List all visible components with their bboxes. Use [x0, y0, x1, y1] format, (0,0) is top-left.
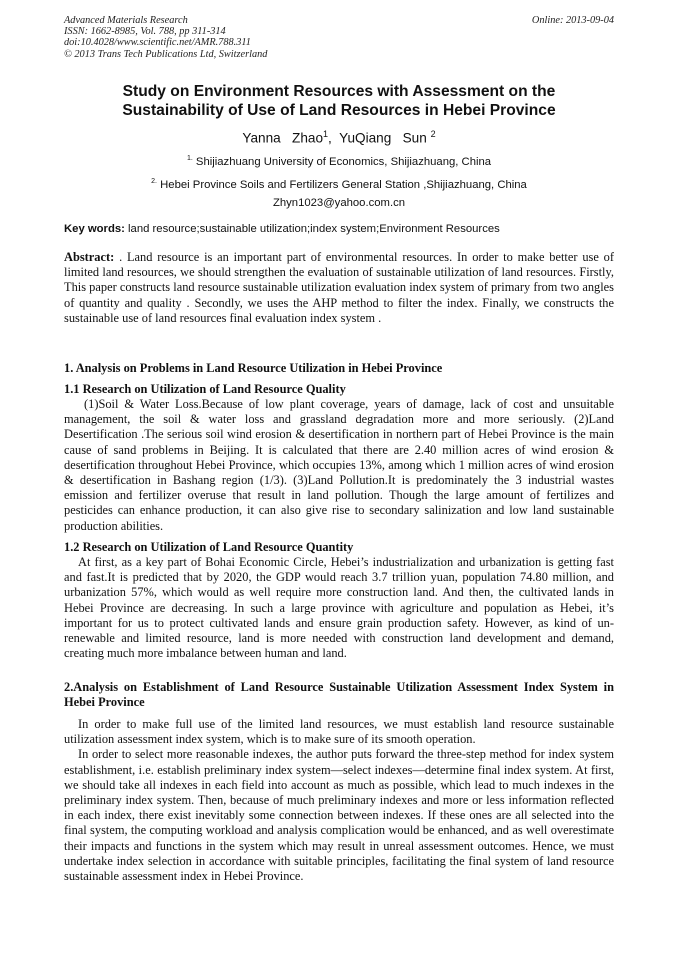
abstract: [64, 250, 614, 326]
paragraph: In order to make full use of the limited land resources, we must establish land resource sustainable utilization assessment index system, which is to make sure of its smooth operation.: [64, 717, 614, 747]
author-line: [64, 125, 614, 148]
author-1-affil: 1: [323, 129, 329, 139]
journal-header: [64, 15, 267, 60]
author-1: Yanna Zhao: [242, 130, 324, 146]
paper-title: [64, 82, 614, 120]
issn-line: ISSN: 1662-8985, Vol. 788, pp 311-314: [64, 26, 226, 38]
section-1-2-heading: 1.2 Research on Utilization of Land Resource Quantity: [64, 540, 354, 554]
affiliation-2: [64, 175, 614, 192]
section-2-body: [64, 717, 614, 884]
author-2: YuQiang Sun: [339, 130, 431, 146]
affiliation-2-text: Hebei Province Soils and Fertilizers General Station ,Shijiazhuang, China: [156, 178, 527, 191]
journal-name: Advanced Materials Research: [64, 15, 188, 26]
paragraph: At first, as a key part of Bohai Economic Circle, Hebei’s industrialization and urbanization is getting fast and fast.It is predicted that by 2020, the GDP would reach 3.7 trillion yuan, population 74.80 million, and urbanization 57%, which would as well require more construction land. And then, the cultivated lands in Hebei Province are decreasing. In such a large province with agriculture and population as Hebei, it’s important for us to protect cultivated lands and ensure grain production safety. However, as kind of un-renewable and limited resource, land is more needed with construction land development and demand, creating much more imbalance between human and land.: [64, 555, 614, 661]
abstract-text: . Land resource is an important part of environmental resources. In order to make better use of limited land resources, we should strengthen the evaluation of sustainable utilization of land resources. Firstly, This paper constructs land resource sustainable utilization evaluation index system of primary from two angles of quantity and quality . Secondly, we uses the AHP method to filter the index. Finally, we constructs the sustainable use of land resources final evaluation index system .: [64, 250, 614, 325]
section-1-2-body: [64, 555, 614, 661]
keywords: [64, 222, 614, 236]
paragraph: (1)Soil & Water Loss.Because of low plant coverage, years of damage, lack of cost and unsuitable management, the soil & water loss and grassland degradation more and more seriously. (2)Land Desertification .The serious soil wind erosion & desertification in northern part of Hebei Province is the main cause of sand problems in Beijing. It is calculated that there are 2.40 million acres of wind erosion & desertification throughout Hebei Province, which occupies 13%, among which 1 million acres of wind erosion & desertification in Bashang region (1/3). (3)Land Pollution.It is predominately the 3 industrial wastes emission and fertilizer overuse that result in land pollution. Though the large amount of fertilizes and pesticides can enhance production, it can also give rise to secondary salinization and low land sustainable production abilities.: [64, 397, 614, 533]
affiliation-1-marker: 1.: [186, 155, 193, 162]
online-date: Online: 2013-09-04: [531, 15, 614, 26]
author-email: Zhyn1023@yahoo.com.cn: [272, 197, 406, 209]
section-1-1-body: [64, 397, 614, 534]
abstract-label: Abstract:: [64, 250, 115, 264]
doi-line: doi:10.4028/www.scientific.net/AMR.788.311: [64, 37, 251, 49]
affiliation-2-marker: 2.: [151, 178, 157, 185]
section-1-heading: 1. Analysis on Problems in Land Resource Utilization in Hebei Province: [64, 361, 443, 375]
keywords-text: land resource;sustainable utilization;index system;Environment Resources: [124, 223, 500, 235]
copyright-line: © 2013 Trans Tech Publications Ltd, Switzerland: [64, 48, 268, 60]
affiliation-1-text: Shijiazhuang University of Economics, Shijiazhuang, China: [192, 155, 492, 168]
title-line-1: Study on Environment Resources with Assessment on the: [122, 83, 556, 100]
paragraph: In order to select more reasonable indexes, the author puts forward the three-step method for index system establishment, i.e. establish preliminary index system—select indexes—determine final index system. At first, we should take all indexes in each field into account as much as possible, which lead to much indexes in the preliminary index system. Then, because of much preliminary indexes and more or less information reflected in each index, there exist inevitably some connection between indexes. If these ones are all selected into the final system, the computing workload and analysis complication would be enhanced, and as well overestimate their impacts and functions in the system which may result in unreal assessment outcomes. Hence, we must undertake index selection in accordance with suitable principles, facilitating the final system of land resource sustainable assessment index in Hebei Province.: [64, 747, 614, 884]
section-2-heading: 2.Analysis on Establishment of Land Resource Sustainable Utilization Assessment Index System in Hebei Province: [64, 680, 614, 710]
keywords-label: Key words:: [64, 223, 125, 235]
section-1-1-heading: 1.1 Research on Utilization of Land Resource Quality: [64, 382, 346, 396]
author-2-affil: 2: [430, 129, 436, 139]
affiliation-1: [64, 152, 614, 169]
author-separator: ,: [328, 130, 340, 146]
title-line-2: Sustainability of Use of Land Resources in Hebei Province: [122, 102, 556, 119]
